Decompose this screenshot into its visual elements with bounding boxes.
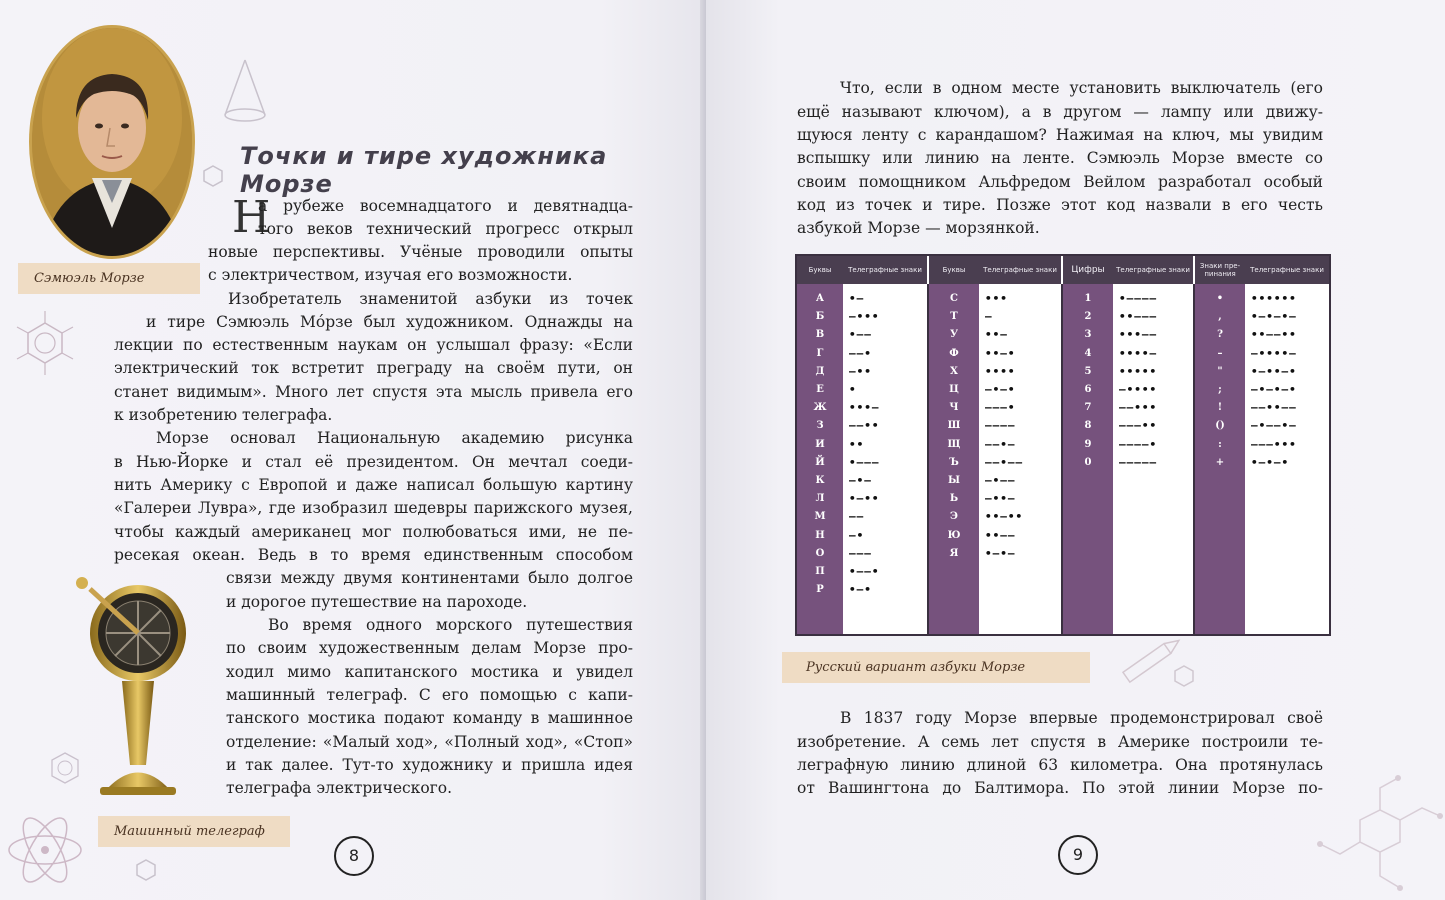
page-number-left: 8	[334, 836, 374, 876]
page-title: Точки и тире художника Морзе	[240, 142, 608, 198]
morse-code: ••–••	[985, 510, 1024, 524]
morse-code: –––••	[1119, 419, 1158, 433]
text-line: и дорогое путешествие на пароходе.	[226, 593, 528, 611]
morse-code: ••––	[985, 528, 1016, 542]
text-line: ресекая океан. Ведь в то время единственным способом	[114, 546, 633, 564]
morse-code: •••••	[1119, 364, 1158, 378]
morse-letter: Э	[950, 511, 958, 523]
text-line: телеграфа электрического.	[226, 779, 453, 797]
benzene-ring-icon	[10, 305, 80, 385]
text-line: и тире Сэмюэль Мо́рзе был художником. Однажды на	[146, 313, 633, 331]
text-line: того веков технический прогресс открыл	[258, 220, 633, 238]
text-line: лекции по естественным наукам он услышал фразу: «Если	[114, 336, 633, 354]
morse-digit: 0	[1084, 456, 1092, 468]
morse-punctuation: –	[1217, 347, 1223, 359]
morse-letter: Н	[815, 529, 825, 541]
morse-digit: 3	[1084, 329, 1092, 341]
morse-code: –•–	[849, 474, 872, 487]
text-line: Во время одного морского путешествия	[268, 616, 633, 634]
text-line: щуюся ленту с карандашом? Нажимая на ключ, мы увидим	[797, 126, 1323, 144]
morse-code: –––	[849, 546, 872, 560]
morse-punctuation: "	[1217, 365, 1223, 377]
morse-code: •••––	[1119, 328, 1158, 342]
morse-code: •••–	[849, 401, 880, 415]
morse-letter: Ь	[949, 493, 959, 505]
text-line: Что, если в одном месте установить выключатель (его	[840, 79, 1323, 97]
text-line: от Вашингтона до Балтимора. По этой линии Морзе по-	[797, 779, 1323, 797]
morse-letter: Ш	[947, 420, 961, 432]
text-line: леграфную линию длиной 63 километра. Она протянулась	[797, 756, 1323, 774]
morse-code: ––•••	[1119, 401, 1158, 415]
morse-letter: Ц	[949, 384, 959, 395]
morse-code: ––	[849, 510, 865, 524]
morse-portrait	[32, 28, 192, 256]
text-line: по своим художественным делам Морзе про-	[226, 639, 633, 657]
morse-digit: 8	[1084, 420, 1092, 432]
morse-code: •–•	[849, 583, 872, 597]
text-line: Морзе основал Национальную академию рисунка	[156, 429, 633, 447]
text-line: чтобы каждый американец мог полюбоваться ими, не пе-	[114, 523, 633, 541]
morse-code: ––•–	[985, 437, 1016, 451]
morse-code: ••–	[985, 328, 1008, 342]
morse-code: •–	[849, 292, 865, 305]
morse-letter: Т	[950, 311, 958, 323]
morse-code: –•–•–•	[1251, 383, 1297, 396]
morse-code: •––––	[1119, 292, 1158, 305]
telegraph-caption: Машинный телеграф	[98, 816, 290, 847]
morse-punctuation: +	[1215, 456, 1225, 468]
text-line: ещё называют ключом), а в другом — лампу или движу-	[797, 103, 1323, 121]
morse-code: ––•––	[985, 455, 1024, 469]
text-line: электрический ток встретит преграду на своём пути, он	[114, 359, 633, 377]
morse-code: –••••–	[1251, 346, 1297, 360]
morse-code: –•••	[849, 310, 880, 324]
text-line: азбукой Морзе — морзянкой.	[797, 219, 1040, 237]
table-header: Телеграфные знаки	[843, 256, 927, 284]
text-line: отделение: «Малый ход», «Полный ход», «Стоп»	[226, 733, 633, 751]
morse-code: ––•	[849, 346, 872, 360]
morse-letter: Г	[816, 347, 824, 359]
morse-code: •–•–•	[1251, 455, 1290, 469]
morse-code: –•–•	[985, 383, 1016, 396]
morse-letter: Ъ	[949, 456, 959, 468]
table-caption: Русский вариант азбуки Морзе	[782, 652, 1090, 683]
morse-code: •••	[985, 292, 1008, 305]
morse-letter: Б	[815, 311, 825, 323]
morse-letter: Я	[949, 547, 959, 559]
morse-code: –––––	[1119, 455, 1158, 469]
morse-digit: 9	[1084, 438, 1092, 450]
morse-code: •––•	[849, 565, 880, 578]
morse-code: •	[849, 383, 857, 396]
morse-code: •–••–•	[1251, 364, 1297, 378]
morse-code: ••–––	[1119, 310, 1158, 324]
morse-code: –•––•–	[1251, 419, 1297, 433]
table-header: Телеграфные знаки	[979, 256, 1061, 284]
text-line: Изобретатель знаменитой азбуки из точек	[228, 290, 633, 308]
atom-icon	[0, 800, 90, 900]
morse-punctuation: !	[1217, 402, 1223, 414]
left-page	[0, 0, 706, 900]
text-line: и так далее. Тут-то художнику и пришла идея	[226, 756, 633, 774]
morse-code: ––––•	[1119, 437, 1158, 451]
morse-code: •–•–	[985, 546, 1016, 560]
morse-code: –•––	[985, 474, 1016, 487]
morse-code: ••	[849, 437, 865, 451]
morse-punctuation: :	[1218, 438, 1222, 450]
morse-code: ••••••	[1251, 292, 1297, 305]
text-line: «Галереи Лувра», где изобразил шедевры парижского музея,	[114, 499, 633, 517]
morse-code: ••––••	[1251, 328, 1297, 342]
table-header: Буквы	[929, 256, 979, 284]
morse-code: ––••	[849, 419, 880, 433]
morse-code: –••–	[985, 492, 1016, 506]
text-line: машинный телеграф. С его помощью с капи-	[226, 686, 633, 704]
morse-punctuation: ?	[1217, 329, 1223, 341]
morse-letter: Щ	[947, 438, 961, 450]
morse-code-table	[795, 254, 1331, 636]
morse-letter: О	[815, 547, 825, 559]
text-line: к изобретению телеграфа.	[114, 406, 333, 424]
morse-letter: У	[949, 329, 959, 341]
morse-code: –•	[849, 528, 865, 542]
text-line: В 1837 году Морзе впервые продемонстрировал своё	[840, 709, 1323, 727]
text-line: нить Америку с Европой и даже написал большую картину	[114, 476, 633, 494]
text-line: ходил мимо капитанского мостика и увидел	[226, 663, 633, 681]
morse-code: •–•–•–	[1251, 310, 1297, 324]
hexagon-icon	[134, 858, 158, 882]
morse-letter: И	[815, 438, 825, 450]
morse-punctuation: ()	[1215, 420, 1225, 432]
text-line: танского мостика подают команду в машинное	[226, 709, 633, 727]
benzene-ring-icon	[40, 745, 90, 795]
morse-code: ––––	[985, 419, 1016, 433]
cone-icon	[215, 55, 275, 135]
morse-code: ••–•	[985, 346, 1016, 360]
morse-letter: С	[950, 293, 958, 304]
morse-letter: З	[816, 420, 824, 432]
morse-letter: М	[814, 511, 826, 523]
table-header: Цифры	[1063, 256, 1113, 284]
morse-letter: А	[815, 293, 825, 304]
morse-digit: 2	[1084, 311, 1092, 323]
table-header: Знаки пре-пинания	[1195, 256, 1245, 284]
morse-code: ••••	[985, 364, 1016, 378]
morse-code: •–––	[849, 455, 880, 469]
morse-digit: 6	[1084, 384, 1092, 395]
table-header: Телеграфные знаки	[1245, 256, 1329, 284]
morse-code: ––••––	[1251, 401, 1297, 415]
text-line: изобретение. А семь лет спустя в Америке построили те-	[797, 733, 1323, 751]
morse-code: ••••–	[1119, 346, 1158, 360]
morse-code: –••••	[1119, 383, 1158, 396]
portrait-caption: Сэмюэль Морзе	[18, 263, 200, 294]
morse-letter: К	[815, 475, 825, 486]
morse-digit: 5	[1084, 365, 1092, 377]
morse-letter: Ы	[947, 475, 961, 486]
morse-letter: Ю	[947, 529, 961, 541]
morse-punctuation: ;	[1218, 384, 1222, 395]
morse-letter: Ч	[949, 402, 959, 414]
morse-letter: Х	[950, 365, 958, 377]
morse-letter: Е	[816, 384, 824, 395]
morse-punctuation: ,	[1218, 311, 1222, 323]
morse-digit: 1	[1084, 293, 1092, 304]
text-line: своим помощником Альфредом Вейлом разработал особый	[797, 173, 1323, 191]
hexagon-icon	[202, 165, 224, 187]
text-line: а рубеже восемнадцатого и девятнадца-	[258, 197, 633, 215]
text-line: код из точек и тире. Позже этот код назвали в его честь	[797, 196, 1323, 214]
morse-letter: Ж	[813, 402, 827, 414]
morse-letter: Л	[815, 493, 825, 505]
table-header: Буквы	[797, 256, 843, 284]
morse-letter: Р	[816, 584, 824, 596]
table-header: Телеграфные знаки	[1113, 256, 1193, 284]
morse-letter: Ф	[949, 347, 959, 359]
text-line: вспышку или линию на ленте. Сэмюэль Морзе вместе со	[797, 149, 1323, 167]
morse-code: –––•••	[1251, 437, 1297, 451]
morse-code: •––	[849, 328, 872, 342]
morse-letter: П	[815, 566, 825, 577]
morse-punctuation: •	[1216, 293, 1224, 304]
morse-code: –––•	[985, 401, 1016, 415]
text-line: новые перспективы. Учёные проводили опыты	[208, 243, 633, 261]
morse-letter: Й	[815, 456, 825, 468]
text-line: станет видимым». Много лет спустя эта мысль привела его	[114, 383, 633, 401]
morse-code: •–••	[849, 492, 880, 506]
morse-code: –	[985, 310, 993, 324]
morse-digit: 4	[1084, 347, 1092, 359]
text-line: связи между двумя континентами было долгое	[226, 569, 633, 587]
text-line: с электричеством, изучая его возможности.	[208, 266, 573, 284]
hexagon-icon	[1172, 664, 1196, 688]
text-line: в Нью-Йорке и стал её президентом. Он мечтал соеди-	[114, 453, 633, 471]
morse-digit: 7	[1084, 402, 1092, 414]
drop-cap: Н	[232, 192, 271, 243]
morse-code: –••	[849, 364, 872, 378]
morse-letter: Д	[815, 365, 825, 377]
morse-letter: В	[815, 329, 825, 341]
page-number-right: 9	[1058, 835, 1098, 875]
